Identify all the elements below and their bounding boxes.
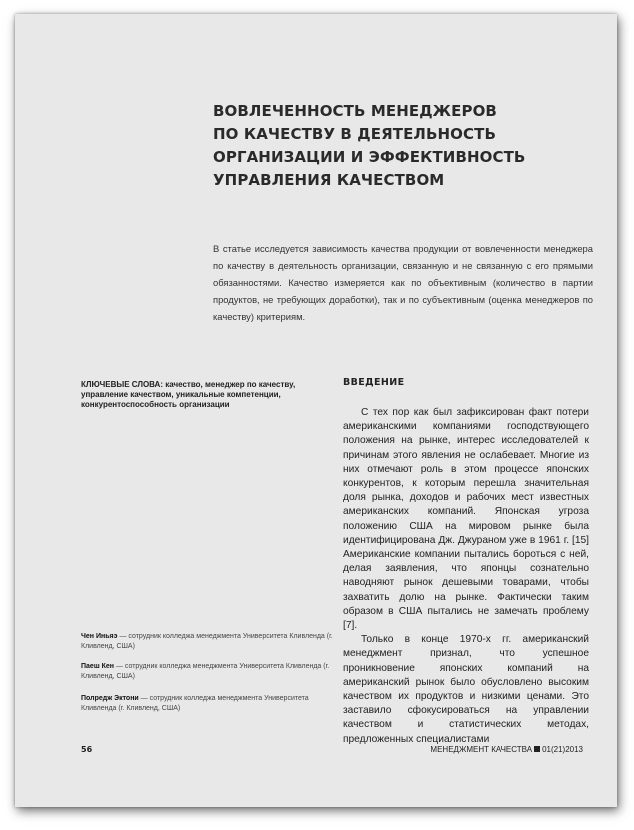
- author-info: [81, 662, 337, 681]
- journal-issue: 01(21)2013: [542, 745, 583, 754]
- author-info: [81, 694, 337, 713]
- article-abstract: В статье исследуется зависимость качества продукции от вовлеченности менеджера по качеству в деятельность организации, связанную и не связанную с его прямыми обязанностями. Качество измеряется как по объективным (количество в партии продуктов, не требующих доработки), так и по субъективным (оценка менеджеров по качеству) критериям.: [213, 243, 593, 322]
- author-name: Полредж Эктони: [81, 695, 139, 702]
- section-heading-introduction: ВВЕДЕНИЕ: [343, 377, 405, 388]
- journal-page: [15, 14, 617, 807]
- square-separator-icon: [534, 746, 540, 752]
- journal-name: МЕНЕДЖМЕНТ КАЧЕСТВА: [430, 745, 533, 754]
- article-title: [213, 100, 543, 192]
- title-line: ОРГАНИЗАЦИИ И ЭФФЕКТИВНОСТЬ: [213, 148, 526, 166]
- body-text-column: [343, 406, 589, 747]
- body-paragraph: С тех пор как был зафиксирован факт потери американскими компаниями господствующего положения на рынке, интерес исследователей к причинам этого явления не ослабевает. Многие из них отмечают роль в этом процессе японских конкурентов, к которым перешла значительная доля рынка, доходов и рабочих мест известных американских компаний. Японская угроза положению США на мировом рынке была идентифицирована Дж. Джураном уже в 1961 г. [15] Американские компании пытались бороться с ней, делая заявления, что японцы сознательно наводняют рынок дешевыми товарами, чтобы захватить долю на рынке. Фактически таким образом в США пытались не замечать проблему [7].: [343, 407, 589, 632]
- author-affiliation: — сотрудник колледжа менеджмента Университета Кливленда (г. Кливленд, США): [81, 695, 309, 712]
- author-affiliation: — сотрудник колледжа менеджмента Университета Кливленда (г. Кливленд, США): [81, 633, 333, 650]
- author-name: Паеш Кен: [81, 663, 114, 670]
- page-number: 56: [81, 745, 93, 754]
- keywords: КЛЮЧЕВЫЕ СЛОВА: качество, менеджер по качеству, управление качеством, уникальные компетенции, конкурентоспособность организации: [81, 380, 296, 409]
- author-name: Чен Иньяэ: [81, 633, 118, 640]
- title-line: УПРАВЛЕНИЯ КАЧЕСТВОМ: [213, 171, 445, 189]
- title-line: ВОВЛЕЧЕННОСТЬ МЕНЕДЖЕРОВ: [213, 102, 497, 120]
- author-info: [81, 632, 337, 651]
- body-paragraph: Только в конце 1970-х гг. американский менеджмент признал, что успешное проникновение японских компаний на американский рынок было обусловлено высоким качеством их продуктов и низкими ценами. Это заставило сфокусироваться на управлении качеством и статистических методах, предложенных специалистами: [343, 634, 589, 745]
- author-affiliation: — сотрудник колледжа менеджмента Университета Кливленда (г. Кливленд, США): [81, 663, 330, 680]
- journal-footer: [430, 745, 583, 754]
- title-line: ПО КАЧЕСТВУ В ДЕЯТЕЛЬНОСТЬ: [213, 125, 496, 143]
